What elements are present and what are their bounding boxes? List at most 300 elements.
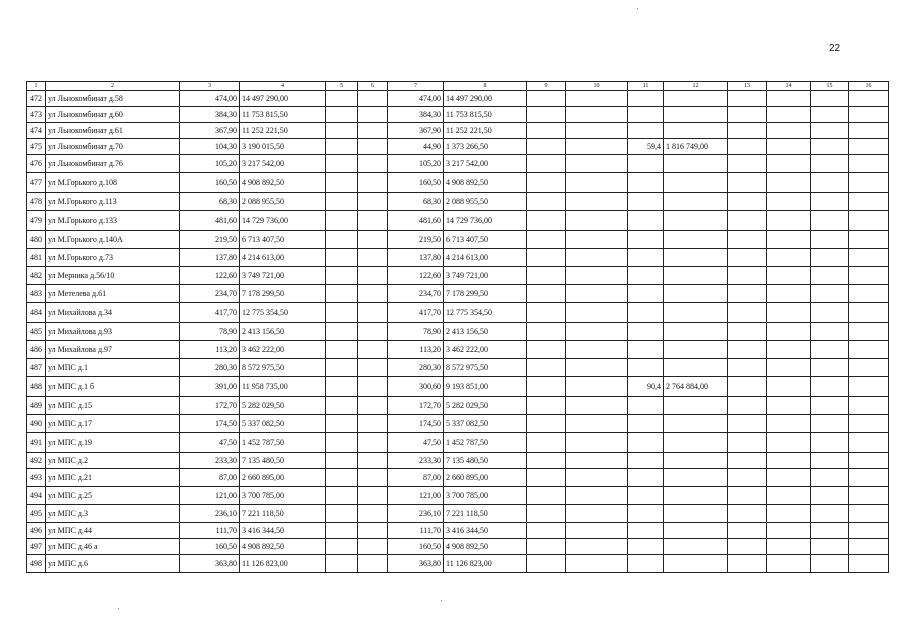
cost-cell: 2 088 955,50 xyxy=(240,193,326,211)
col5-cell xyxy=(326,211,358,231)
cost-cell: 4 908 892,50 xyxy=(444,173,527,193)
area-cell: 236,10 xyxy=(388,505,444,523)
row-number-cell: 474 xyxy=(27,123,46,139)
cost-cell xyxy=(664,341,728,359)
col6-cell xyxy=(358,123,388,139)
col6-cell xyxy=(358,323,388,341)
col15-cell xyxy=(811,249,849,267)
col9-cell xyxy=(527,249,566,267)
address-cell: ул Михайлова д.97 xyxy=(46,341,180,359)
address-cell: ул Льнокомбинат д.58 xyxy=(46,91,180,107)
col6-cell xyxy=(358,359,388,377)
col5-cell xyxy=(326,107,358,123)
scan-speck xyxy=(637,8,638,9)
col15-cell xyxy=(811,123,849,139)
col10-cell xyxy=(566,539,628,555)
cost-cell xyxy=(664,323,728,341)
area-cell: 172,70 xyxy=(388,397,444,415)
cost-cell xyxy=(664,453,728,469)
table-row xyxy=(27,539,889,555)
col16-cell xyxy=(849,469,889,487)
col6-cell xyxy=(358,505,388,523)
row-number-cell: 495 xyxy=(27,505,46,523)
area-cell: 160,50 xyxy=(388,539,444,555)
page-number: 22 xyxy=(829,43,841,54)
col14-cell xyxy=(767,211,811,231)
table-row xyxy=(27,123,889,139)
col15-cell xyxy=(811,539,849,555)
table-row xyxy=(27,377,889,397)
col14-cell xyxy=(767,323,811,341)
area-cell: 233,30 xyxy=(180,453,240,469)
col9-cell xyxy=(527,139,566,155)
col10-cell xyxy=(566,267,628,285)
area-cell: 172,70 xyxy=(180,397,240,415)
area-cell xyxy=(628,469,664,487)
row-number-cell: 480 xyxy=(27,231,46,249)
col9-cell xyxy=(527,377,566,397)
cost-cell xyxy=(664,211,728,231)
col16-cell xyxy=(849,523,889,539)
col6-cell xyxy=(358,341,388,359)
cost-cell: 3 749 721,00 xyxy=(240,267,326,285)
col16-cell xyxy=(849,505,889,523)
cost-cell: 11 753 815,50 xyxy=(240,107,326,123)
table-row xyxy=(27,91,889,107)
cost-cell: 7 221 118,50 xyxy=(240,505,326,523)
col14-cell xyxy=(767,173,811,193)
col13-cell xyxy=(728,123,767,139)
address-cell: ул Михайлова д.34 xyxy=(46,303,180,323)
cost-cell: 9 193 851,00 xyxy=(444,377,527,397)
col9-cell xyxy=(527,487,566,505)
col14-cell xyxy=(767,539,811,555)
col5-cell xyxy=(326,285,358,303)
cost-cell: 8 572 975,50 xyxy=(444,359,527,377)
col10-cell xyxy=(566,211,628,231)
col5-cell xyxy=(326,415,358,433)
address-cell: ул МПС д.19 xyxy=(46,433,180,453)
area-cell xyxy=(628,323,664,341)
cost-cell xyxy=(664,555,728,573)
cost-cell xyxy=(664,107,728,123)
area-cell: 59,4 xyxy=(628,139,664,155)
area-cell: 105,20 xyxy=(180,155,240,173)
col5-cell xyxy=(326,555,358,573)
col16-cell xyxy=(849,211,889,231)
col13-cell xyxy=(728,249,767,267)
col14-cell xyxy=(767,249,811,267)
cost-cell: 2 660 895,00 xyxy=(240,469,326,487)
cost-cell xyxy=(664,539,728,555)
cost-cell: 3 416 344,50 xyxy=(444,523,527,539)
row-number-cell: 476 xyxy=(27,155,46,173)
col13-cell xyxy=(728,359,767,377)
area-cell: 160,50 xyxy=(180,539,240,555)
col5-cell xyxy=(326,523,358,539)
area-cell xyxy=(628,433,664,453)
table-body xyxy=(27,91,889,573)
col15-cell xyxy=(811,415,849,433)
cost-cell: 5 282 029,50 xyxy=(444,397,527,415)
cost-cell: 12 775 354,50 xyxy=(444,303,527,323)
area-cell: 234,70 xyxy=(388,285,444,303)
col10-cell xyxy=(566,377,628,397)
table-row xyxy=(27,341,889,359)
cost-cell: 7 221 118,50 xyxy=(444,505,527,523)
table-row xyxy=(27,107,889,123)
area-cell xyxy=(628,555,664,573)
col5-cell xyxy=(326,323,358,341)
col13-cell xyxy=(728,453,767,469)
col14-cell xyxy=(767,433,811,453)
col6-cell xyxy=(358,155,388,173)
col13-cell xyxy=(728,523,767,539)
table-row xyxy=(27,155,889,173)
col13-cell xyxy=(728,173,767,193)
cost-cell: 5 337 082,50 xyxy=(240,415,326,433)
register-table xyxy=(26,81,889,573)
row-number-cell: 473 xyxy=(27,107,46,123)
area-cell xyxy=(628,123,664,139)
col13-cell xyxy=(728,397,767,415)
cost-cell: 3 700 785,00 xyxy=(444,487,527,505)
col13-cell xyxy=(728,469,767,487)
col13-cell xyxy=(728,211,767,231)
col13-cell xyxy=(728,341,767,359)
col13-cell xyxy=(728,433,767,453)
cost-cell xyxy=(664,267,728,285)
area-cell: 137,80 xyxy=(388,249,444,267)
column-header: 6 xyxy=(358,82,388,91)
row-number-cell: 490 xyxy=(27,415,46,433)
col16-cell xyxy=(849,323,889,341)
col6-cell xyxy=(358,377,388,397)
area-cell: 87,00 xyxy=(180,469,240,487)
col5-cell xyxy=(326,173,358,193)
col9-cell xyxy=(527,107,566,123)
address-cell: ул Льнокомбинат д.70 xyxy=(46,139,180,155)
area-cell: 474,00 xyxy=(388,91,444,107)
col5-cell xyxy=(326,193,358,211)
area-cell xyxy=(628,415,664,433)
col14-cell xyxy=(767,155,811,173)
address-cell: ул МПС д.17 xyxy=(46,415,180,433)
col5-cell xyxy=(326,303,358,323)
table-row xyxy=(27,303,889,323)
area-cell xyxy=(628,249,664,267)
cost-cell: 3 749 721,00 xyxy=(444,267,527,285)
cost-cell: 5 337 082,50 xyxy=(444,415,527,433)
col16-cell xyxy=(849,193,889,211)
area-cell xyxy=(628,173,664,193)
col16-cell xyxy=(849,377,889,397)
col10-cell xyxy=(566,193,628,211)
cost-cell xyxy=(664,91,728,107)
cost-cell: 2 413 156,50 xyxy=(240,323,326,341)
col6-cell xyxy=(358,469,388,487)
col15-cell xyxy=(811,555,849,573)
col16-cell xyxy=(849,359,889,377)
table-row xyxy=(27,523,889,539)
cost-cell xyxy=(664,415,728,433)
col10-cell xyxy=(566,469,628,487)
area-cell xyxy=(628,487,664,505)
column-header: 11 xyxy=(628,82,664,91)
col15-cell xyxy=(811,285,849,303)
cost-cell: 3 190 015,50 xyxy=(240,139,326,155)
col15-cell xyxy=(811,505,849,523)
cost-cell xyxy=(664,231,728,249)
column-header: 10 xyxy=(566,82,628,91)
scan-speck xyxy=(118,608,119,609)
col16-cell xyxy=(849,433,889,453)
table-row xyxy=(27,397,889,415)
col14-cell xyxy=(767,139,811,155)
area-cell xyxy=(628,539,664,555)
area-cell: 68,30 xyxy=(180,193,240,211)
col15-cell xyxy=(811,433,849,453)
col6-cell xyxy=(358,91,388,107)
area-cell: 44,90 xyxy=(388,139,444,155)
col6-cell xyxy=(358,211,388,231)
col15-cell xyxy=(811,155,849,173)
cost-cell xyxy=(664,469,728,487)
col6-cell xyxy=(358,433,388,453)
area-cell: 481,60 xyxy=(388,211,444,231)
row-number-cell: 487 xyxy=(27,359,46,377)
cost-cell xyxy=(664,523,728,539)
cost-cell xyxy=(664,193,728,211)
col13-cell xyxy=(728,231,767,249)
column-header: 2 xyxy=(46,82,180,91)
col6-cell xyxy=(358,107,388,123)
address-cell: ул Метелева д.61 xyxy=(46,285,180,303)
area-cell: 78,90 xyxy=(180,323,240,341)
col16-cell xyxy=(849,487,889,505)
cost-cell: 4 214 613,00 xyxy=(240,249,326,267)
col14-cell xyxy=(767,505,811,523)
row-number-cell: 481 xyxy=(27,249,46,267)
col15-cell xyxy=(811,323,849,341)
col14-cell xyxy=(767,555,811,573)
area-cell xyxy=(628,155,664,173)
col9-cell xyxy=(527,433,566,453)
area-cell: 363,80 xyxy=(388,555,444,573)
area-cell: 160,50 xyxy=(180,173,240,193)
col15-cell xyxy=(811,397,849,415)
address-cell: ул МПС д.2 xyxy=(46,453,180,469)
column-header: 13 xyxy=(728,82,767,91)
area-cell xyxy=(628,267,664,285)
area-cell xyxy=(628,211,664,231)
col9-cell xyxy=(527,155,566,173)
col6-cell xyxy=(358,303,388,323)
row-number-cell: 486 xyxy=(27,341,46,359)
col6-cell xyxy=(358,139,388,155)
col6-cell xyxy=(358,193,388,211)
col14-cell xyxy=(767,107,811,123)
area-cell: 367,90 xyxy=(180,123,240,139)
cost-cell: 3 462 222,00 xyxy=(240,341,326,359)
col10-cell xyxy=(566,123,628,139)
area-cell: 121,00 xyxy=(180,487,240,505)
cost-cell: 14 497 290,00 xyxy=(444,91,527,107)
address-cell: ул М.Горького д.113 xyxy=(46,193,180,211)
cost-cell: 5 282 029,50 xyxy=(240,397,326,415)
col10-cell xyxy=(566,173,628,193)
col14-cell xyxy=(767,267,811,285)
table-row xyxy=(27,285,889,303)
col10-cell xyxy=(566,487,628,505)
col13-cell xyxy=(728,285,767,303)
col14-cell xyxy=(767,415,811,433)
table-row xyxy=(27,415,889,433)
cost-cell xyxy=(664,397,728,415)
col5-cell xyxy=(326,231,358,249)
col13-cell xyxy=(728,139,767,155)
area-cell xyxy=(628,285,664,303)
col5-cell xyxy=(326,487,358,505)
col6-cell xyxy=(358,397,388,415)
row-number-cell: 472 xyxy=(27,91,46,107)
table-row xyxy=(27,487,889,505)
col9-cell xyxy=(527,397,566,415)
col9-cell xyxy=(527,323,566,341)
col14-cell xyxy=(767,453,811,469)
column-header: 8 xyxy=(444,82,527,91)
area-cell xyxy=(628,107,664,123)
table-row xyxy=(27,359,889,377)
area-cell: 47,50 xyxy=(180,433,240,453)
col16-cell xyxy=(849,139,889,155)
col15-cell xyxy=(811,377,849,397)
cost-cell: 6 713 407,50 xyxy=(240,231,326,249)
cost-cell: 7 178 299,50 xyxy=(444,285,527,303)
cost-cell xyxy=(664,303,728,323)
table-row xyxy=(27,323,889,341)
col9-cell xyxy=(527,267,566,285)
col6-cell xyxy=(358,231,388,249)
col15-cell xyxy=(811,173,849,193)
col10-cell xyxy=(566,397,628,415)
row-number-cell: 479 xyxy=(27,211,46,231)
col9-cell xyxy=(527,123,566,139)
col9-cell xyxy=(527,341,566,359)
col14-cell xyxy=(767,397,811,415)
col15-cell xyxy=(811,359,849,377)
col14-cell xyxy=(767,193,811,211)
address-cell: ул МПС д.1 б xyxy=(46,377,180,397)
area-cell: 104,30 xyxy=(180,139,240,155)
area-cell xyxy=(628,359,664,377)
cost-cell: 7 135 480,50 xyxy=(444,453,527,469)
col9-cell xyxy=(527,91,566,107)
cost-cell: 11 252 221,50 xyxy=(240,123,326,139)
col14-cell xyxy=(767,487,811,505)
col10-cell xyxy=(566,155,628,173)
address-cell: ул МПС д.21 xyxy=(46,469,180,487)
cost-cell: 11 753 815,50 xyxy=(444,107,527,123)
col14-cell xyxy=(767,523,811,539)
col9-cell xyxy=(527,415,566,433)
area-cell: 90,4 xyxy=(628,377,664,397)
address-cell: ул М.Горького д.108 xyxy=(46,173,180,193)
col9-cell xyxy=(527,211,566,231)
col5-cell xyxy=(326,123,358,139)
col9-cell xyxy=(527,555,566,573)
cost-cell xyxy=(664,173,728,193)
col10-cell xyxy=(566,107,628,123)
cost-cell: 3 217 542,00 xyxy=(444,155,527,173)
cost-cell: 14 497 290,00 xyxy=(240,91,326,107)
cost-cell: 4 908 892,50 xyxy=(240,539,326,555)
col5-cell xyxy=(326,469,358,487)
col10-cell xyxy=(566,139,628,155)
address-cell: ул МПС д.15 xyxy=(46,397,180,415)
col5-cell xyxy=(326,505,358,523)
address-cell: ул МПС д.46 а xyxy=(46,539,180,555)
col13-cell xyxy=(728,555,767,573)
area-cell: 122,60 xyxy=(180,267,240,285)
col15-cell xyxy=(811,107,849,123)
area-cell: 219,50 xyxy=(388,231,444,249)
area-cell xyxy=(628,453,664,469)
cost-cell xyxy=(664,123,728,139)
cost-cell: 1 373 266,50 xyxy=(444,139,527,155)
col5-cell xyxy=(326,267,358,285)
cost-cell: 3 462 222,00 xyxy=(444,341,527,359)
col15-cell xyxy=(811,453,849,469)
col14-cell xyxy=(767,469,811,487)
col16-cell xyxy=(849,267,889,285)
cost-cell: 11 126 823,00 xyxy=(240,555,326,573)
table-row xyxy=(27,267,889,285)
address-cell: ул МПС д.3 xyxy=(46,505,180,523)
col14-cell xyxy=(767,123,811,139)
area-cell: 122,60 xyxy=(388,267,444,285)
col10-cell xyxy=(566,505,628,523)
col6-cell xyxy=(358,267,388,285)
area-cell: 417,70 xyxy=(388,303,444,323)
table-row xyxy=(27,453,889,469)
cost-cell: 11 126 823,00 xyxy=(444,555,527,573)
col16-cell xyxy=(849,123,889,139)
cost-cell: 11 958 735,00 xyxy=(240,377,326,397)
cost-cell xyxy=(664,433,728,453)
table-row xyxy=(27,211,889,231)
area-cell: 384,30 xyxy=(180,107,240,123)
col13-cell xyxy=(728,487,767,505)
row-number-cell: 482 xyxy=(27,267,46,285)
col16-cell xyxy=(849,155,889,173)
column-header: 14 xyxy=(767,82,811,91)
col13-cell xyxy=(728,155,767,173)
cost-cell: 11 252 221,50 xyxy=(444,123,527,139)
area-cell: 233,30 xyxy=(388,453,444,469)
col15-cell xyxy=(811,211,849,231)
col6-cell xyxy=(358,539,388,555)
address-cell: ул МПС д.25 xyxy=(46,487,180,505)
row-number-cell: 491 xyxy=(27,433,46,453)
area-cell: 160,50 xyxy=(388,173,444,193)
col16-cell xyxy=(849,107,889,123)
col10-cell xyxy=(566,453,628,469)
area-cell xyxy=(628,341,664,359)
area-cell xyxy=(628,397,664,415)
col14-cell xyxy=(767,359,811,377)
column-header: 15 xyxy=(811,82,849,91)
